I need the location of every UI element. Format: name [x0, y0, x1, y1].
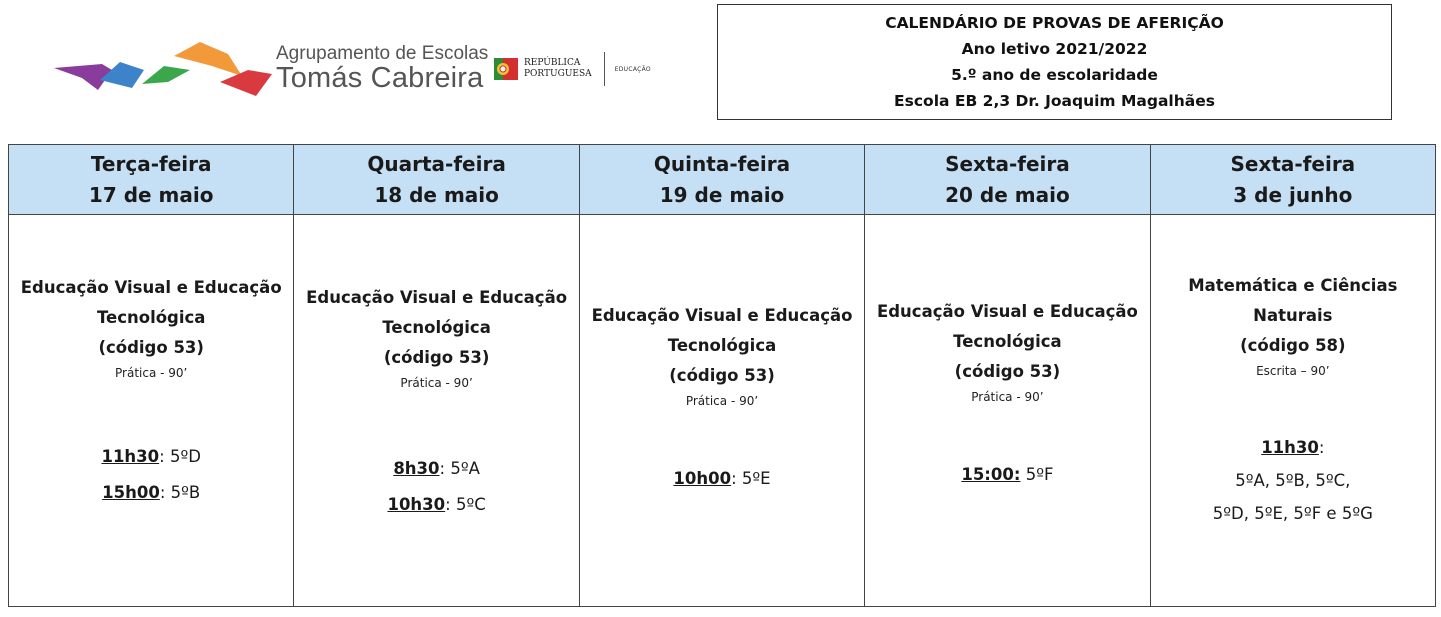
exam-code: (código 53) — [669, 366, 775, 385]
column-header — [294, 145, 578, 215]
time-slot — [387, 487, 485, 523]
date-label: 18 de maio — [374, 182, 499, 207]
column-body — [865, 215, 1149, 606]
schedule-column — [1150, 145, 1435, 606]
time-value: 10h00 — [673, 469, 732, 488]
exam-type: Prática - 90’ — [400, 376, 473, 390]
title-line2: Ano letivo 2021/2022 — [961, 40, 1148, 58]
schedule-column — [293, 145, 578, 606]
groups-line2: 5ºD, 5ºE, 5ºF e 5ºG — [1212, 504, 1373, 523]
subject-line1: Matemática e Ciências — [1188, 276, 1398, 295]
time-groups: : 5ºD — [159, 447, 201, 466]
column-header — [865, 145, 1149, 215]
column-header — [9, 145, 293, 215]
republic-line2: PORTUGUESA — [524, 69, 592, 79]
subject-line2: Naturais — [1253, 306, 1333, 325]
schedule-column — [864, 145, 1149, 606]
school-name-line2: Tomás Cabreira — [276, 62, 484, 94]
time-value: 15:00: — [961, 465, 1021, 484]
subject-line2: Tecnológica — [96, 308, 206, 327]
subject-line2: Tecnológica — [667, 336, 777, 355]
column-body — [580, 215, 864, 606]
time-groups: 5ºF — [1020, 465, 1054, 484]
logo-blue-shape — [100, 62, 144, 88]
groups-line1: 5ºA, 5ºB, 5ºC, — [1235, 471, 1351, 490]
time-slot — [961, 457, 1053, 493]
time-value: 11h30 — [101, 447, 160, 466]
time-slot — [1213, 431, 1373, 464]
time-groups: : 5ºB — [159, 483, 201, 502]
exam-type: Prática - 90’ — [971, 390, 1044, 404]
title-box — [717, 4, 1392, 120]
exam-code: (código 53) — [98, 338, 204, 357]
school-name — [276, 44, 488, 93]
exam-times — [101, 439, 200, 511]
subject-line2: Tecnológica — [953, 332, 1062, 351]
subject-line1: Educação Visual e Educação — [591, 306, 853, 325]
schedule-table — [8, 144, 1436, 607]
time-groups: : 5ºC — [445, 495, 486, 514]
schedule-column — [9, 145, 293, 606]
ministry-label: EDUCAÇÃO — [614, 65, 651, 73]
exam-type: Prática - 90’ — [685, 394, 759, 408]
time-value: 15h00 — [102, 483, 160, 502]
column-body — [1151, 215, 1435, 606]
time-slot — [387, 451, 485, 487]
exam-times — [387, 451, 485, 523]
logo-purple-shape — [54, 64, 112, 90]
exam-times — [673, 461, 770, 497]
time-groups: : 5ºA — [439, 459, 480, 478]
logo-green-shape — [142, 66, 190, 84]
republic-divider — [604, 52, 605, 86]
schedule-column — [579, 145, 864, 606]
day-label: Quinta-feira — [653, 151, 791, 176]
time-value: 10h30 — [387, 495, 446, 514]
exam-times — [1213, 431, 1373, 530]
title-line1: CALENDÁRIO DE PROVAS DE AFERIÇÃO — [885, 14, 1224, 32]
time-slot — [101, 475, 200, 511]
school-name-line1: Agrupamento de Escolas — [276, 43, 489, 64]
exam-type: Prática - 90’ — [115, 366, 188, 380]
republic-line1: REPÚBLICA — [524, 58, 581, 68]
time-groups: : 5ºE — [731, 469, 771, 488]
column-header — [580, 145, 864, 215]
title-line4: Escola EB 2,3 Dr. Joaquim Magalhães — [894, 92, 1215, 110]
date-label: 17 de maio — [88, 182, 214, 207]
exam-code: (código 53) — [383, 348, 490, 367]
time-groups: : — [1318, 438, 1325, 457]
exam-code: (código 58) — [1240, 336, 1346, 355]
time-value: 8h30 — [393, 459, 440, 478]
time-value: 11h30 — [1261, 438, 1319, 457]
subject-line1: Educação Visual e Educação — [20, 278, 282, 297]
day-label: Sexta-feira — [1230, 151, 1356, 176]
subject-line1: Educação Visual e Educação — [876, 302, 1138, 321]
time-slot — [673, 461, 770, 497]
day-label: Quarta-feira — [367, 151, 506, 176]
school-logo — [52, 40, 272, 100]
republic-flag-icon — [494, 54, 518, 84]
date-label: 19 de maio — [659, 182, 785, 207]
subject-line1: Educação Visual e Educação — [306, 288, 568, 307]
republic-emblem — [494, 52, 651, 86]
subject-line2: Tecnológica — [382, 318, 491, 337]
logo-red-shape — [220, 70, 272, 96]
exam-times — [961, 457, 1053, 493]
exam-type: Escrita – 90’ — [1256, 364, 1330, 378]
day-label: Sexta-feira — [945, 151, 1070, 176]
time-slot — [101, 439, 200, 475]
date-label: 3 de junho — [1233, 182, 1353, 207]
column-body — [294, 215, 578, 606]
date-label: 20 de maio — [945, 182, 1070, 207]
title-line3: 5.º ano de escolaridade — [951, 66, 1158, 84]
day-label: Terça-feira — [90, 151, 212, 176]
column-header — [1151, 145, 1435, 215]
column-body — [9, 215, 293, 606]
exam-code: (código 53) — [954, 362, 1061, 381]
